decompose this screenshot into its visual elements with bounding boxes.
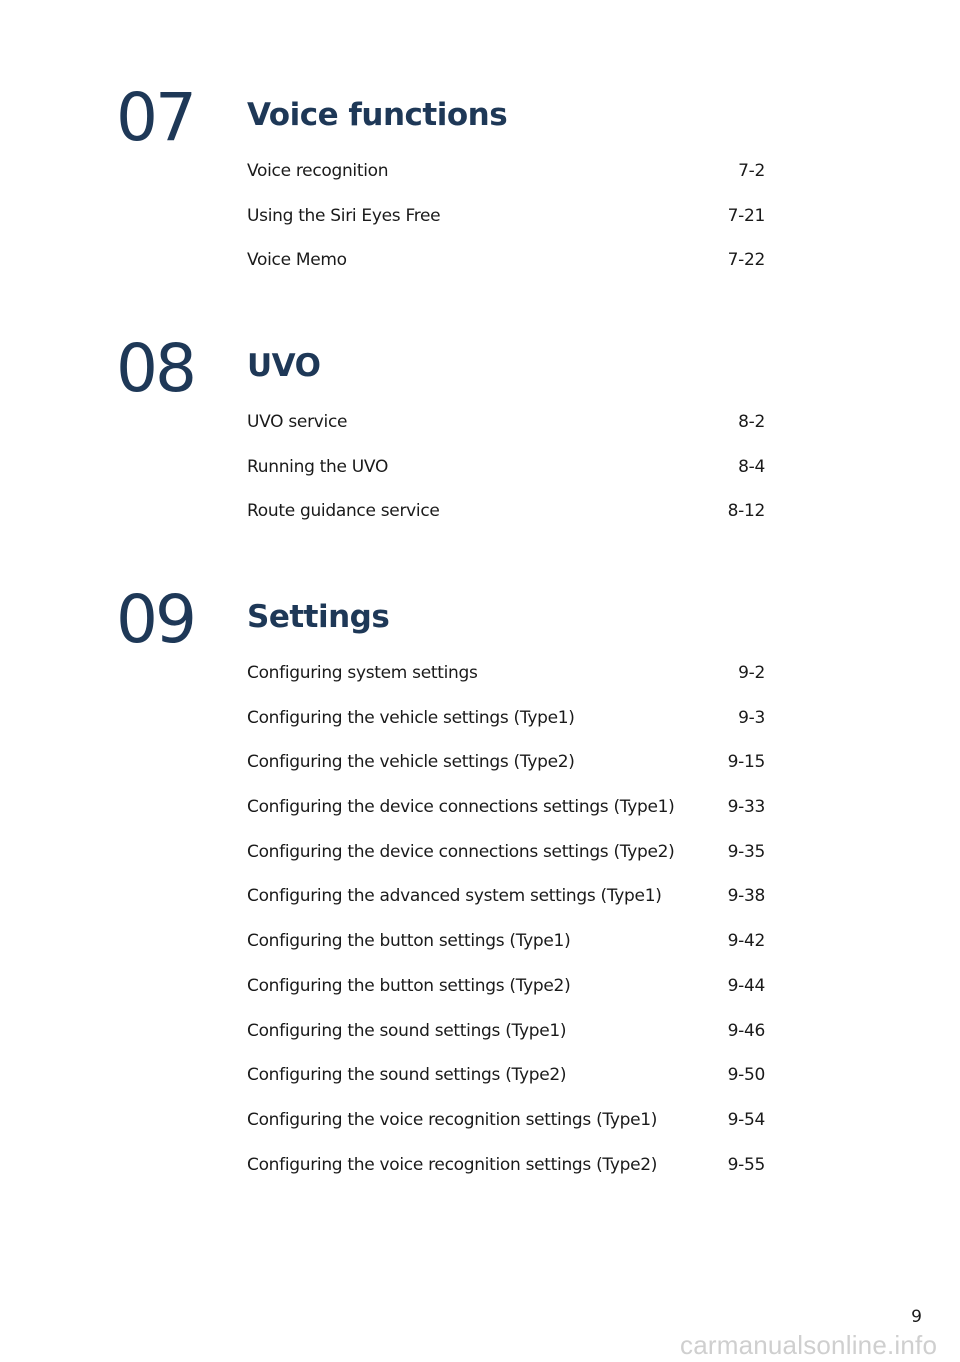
toc-entry-page: 9-50 [727,1065,765,1086]
toc-entry-page: 9-35 [727,841,765,862]
toc-entry-page: 9-55 [727,1154,765,1175]
toc-entry-page: 9-15 [727,752,765,773]
watermark: carmanualsonline.info [680,1330,938,1360]
toc-entry[interactable] [247,663,765,708]
toc-entry[interactable] [247,161,765,206]
toc-entry-page: 9-33 [727,797,765,818]
toc-entry-page: 7-2 [738,161,765,181]
toc-entry-label: Configuring the sound settings (Type1) [247,1020,567,1041]
toc-entry-label: Configuring the vehicle settings (Type1) [247,707,575,728]
toc-entry-label: Configuring the device connections settings (Type1) [247,797,675,818]
toc-entry-label: UVO service [247,412,348,432]
toc-entry-page: 8-12 [727,501,765,522]
toc-entry[interactable] [247,886,765,931]
toc-entry[interactable] [247,250,765,295]
toc-entry[interactable] [247,412,765,457]
toc-entry-page: 8-2 [738,412,765,432]
toc-entry[interactable] [247,501,765,546]
page-number: 9 [911,1307,922,1327]
toc-entry-page: 9-3 [738,707,765,728]
chapter-number: 09 [116,581,194,658]
toc-entry-label: Voice Memo [247,250,347,271]
toc-entry[interactable] [247,1155,765,1200]
toc-entry-label: Configuring system settings [247,663,478,683]
toc-entry[interactable] [247,1110,765,1155]
toc-entry-label: Using the Siri Eyes Free [247,205,441,226]
toc-entry-page: 8-4 [738,456,765,477]
toc-entry[interactable] [247,797,765,842]
toc-entry-page: 9-42 [727,931,765,952]
chapter-number: 07 [116,79,194,156]
toc-entry[interactable] [247,1065,765,1110]
toc-entry-label: Voice recognition [247,161,389,181]
toc-entry-label: Configuring the advanced system settings (Type1) [247,886,662,907]
toc-entry-page: 9-54 [727,1109,765,1130]
toc-entry-page: 9-46 [727,1020,765,1041]
toc-entry-label: Route guidance service [247,501,440,522]
toc-entry[interactable] [247,842,765,887]
chapter-number: 08 [116,330,194,407]
toc-entry-label: Configuring the voice recognition settings (Type1) [247,1109,658,1130]
toc-entry-list [247,161,765,295]
toc-entry-list [247,412,765,546]
toc-entry-label: Configuring the button settings (Type2) [247,975,571,996]
toc-entry-label: Configuring the button settings (Type1) [247,931,571,952]
toc-entry-page: 9-2 [738,663,765,683]
toc-entry-page: 7-22 [727,250,765,271]
toc-entry[interactable] [247,457,765,502]
chapter-title: Voice functions [247,97,508,133]
chapter-title: UVO [247,348,321,384]
toc-entry-label: Configuring the vehicle settings (Type2) [247,752,575,773]
toc-entry-page: 7-21 [727,205,765,226]
toc-entry-label: Running the UVO [247,456,389,477]
toc-entry-page: 9-44 [727,975,765,996]
toc-entry-page: 9-38 [727,886,765,907]
toc-entry-label: Configuring the sound settings (Type2) [247,1065,567,1086]
toc-entry[interactable] [247,206,765,251]
chapter-title: Settings [247,599,390,635]
toc-entry[interactable] [247,752,765,797]
toc-entry-label: Configuring the device connections settings (Type2) [247,841,675,862]
toc-entry[interactable] [247,708,765,753]
toc-entry[interactable] [247,931,765,976]
toc-entry[interactable] [247,976,765,1021]
toc-entry-list [247,663,765,1199]
toc-entry[interactable] [247,1021,765,1066]
toc-entry-label: Configuring the voice recognition settings (Type2) [247,1154,658,1175]
